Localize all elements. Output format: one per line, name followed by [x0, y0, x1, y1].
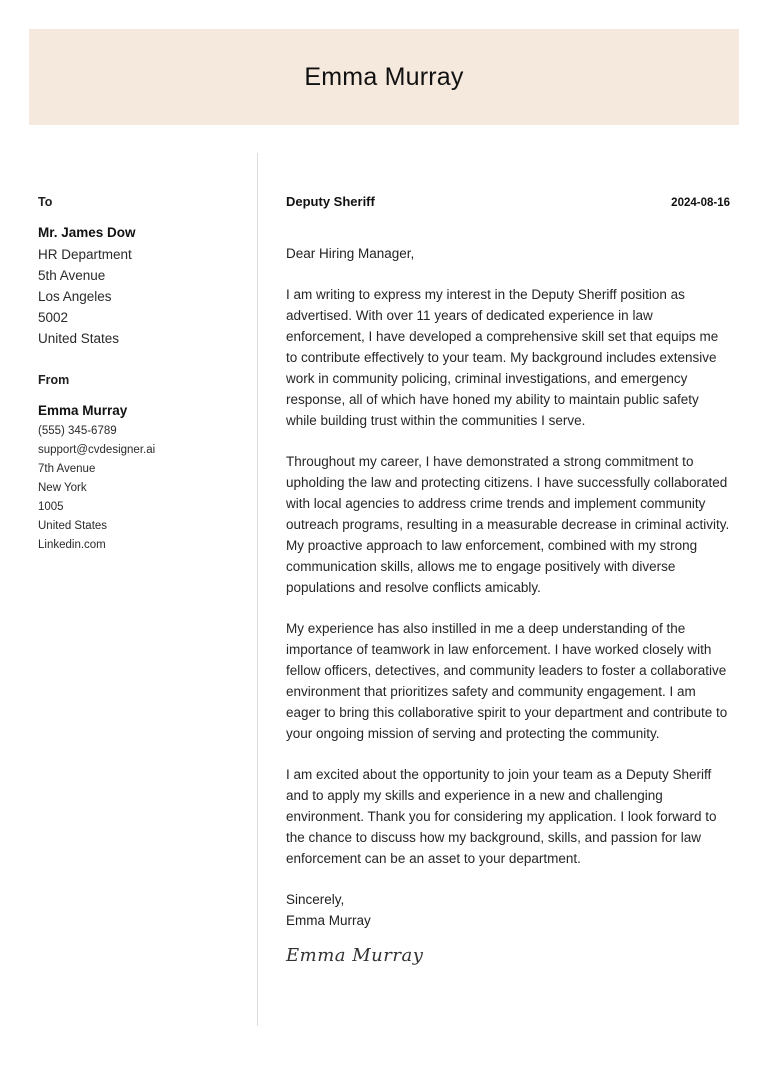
page-title: Emma Murray — [304, 62, 464, 91]
recipient-line: HR Department — [38, 247, 132, 262]
sender-contact — [38, 422, 243, 555]
closing — [286, 889, 730, 931]
recipient-line: 5th Avenue — [38, 268, 106, 283]
recipient-line: 5002 — [38, 310, 69, 325]
salutation: Dear Hiring Manager, — [286, 246, 415, 261]
signature: Emma Murray — [286, 945, 424, 966]
recipient-label: To — [38, 195, 53, 209]
column-divider — [257, 153, 258, 1026]
paragraph: I am excited about the opportunity to join your team as a Deputy Sheriff and to apply my skills and experience in a new and challenging environment. Thank you for considering my application. I look forward to the chance to discuss how my background, skills, and passion for law enforcement can be an asset to your department. — [286, 767, 717, 866]
recipient-address — [38, 244, 243, 349]
recipient-name: Mr. James Dow — [38, 225, 136, 240]
sender-linkedin: Linkedin.com — [38, 539, 106, 551]
header-banner — [29, 29, 739, 125]
sidebar — [38, 194, 243, 555]
sender-line: United States — [38, 520, 108, 532]
letter-date: 2024-08-16 — [671, 197, 730, 209]
recipient-line: United States — [38, 331, 120, 346]
paragraph: My experience has also instilled in me a deep understanding of the importance of teamwork in law enforcement. I have worked closely with fellow officers, detectives, and community leaders to foster a collaborative environment that prioritizes safety and community engagement. I am eager to bring this collaborative spirit to your department and contribute to your ongoing mission of serving and protecting the community. — [286, 621, 728, 741]
sender-line: New York — [38, 482, 87, 494]
paragraph: Throughout my career, I have demonstrated a strong commitment to upholding the law and protecting citizens. I have successfully collaborated with local agencies to address crime trends and implement community outreach programs, resulting in a measurable decrease in criminal activity. My proactive approach to law enforcement, combined with my strong communication skills, allows me to engage positively with diverse populations and resolve conflicts amicably. — [286, 454, 730, 595]
sender-line: 1005 — [38, 501, 64, 513]
sender-email: support@cvdesigner.ai — [38, 444, 156, 456]
letter-body — [286, 194, 730, 975]
sender-label: From — [38, 373, 70, 387]
job-title: Deputy Sheriff — [286, 194, 375, 209]
recipient-line: Los Angeles — [38, 289, 112, 304]
letter-header — [286, 194, 730, 209]
closing-name: Emma Murray — [286, 913, 371, 928]
sender-name: Emma Murray — [38, 403, 128, 418]
sender-phone: (555) 345-6789 — [38, 425, 117, 437]
closing-phrase: Sincerely, — [286, 892, 345, 907]
sender-line: 7th Avenue — [38, 463, 96, 475]
paragraph: I am writing to express my interest in the Deputy Sheriff position as advertised. With over 11 years of dedicated experience in law enforcement, I have developed a comprehensive skill set that equips me to contribute effectively to your team. My background includes extensive work in community policing, criminal investigations, and emergency response, all of which have honed my ability to maintain public safety while building trust within the communities I serve. — [286, 287, 719, 428]
